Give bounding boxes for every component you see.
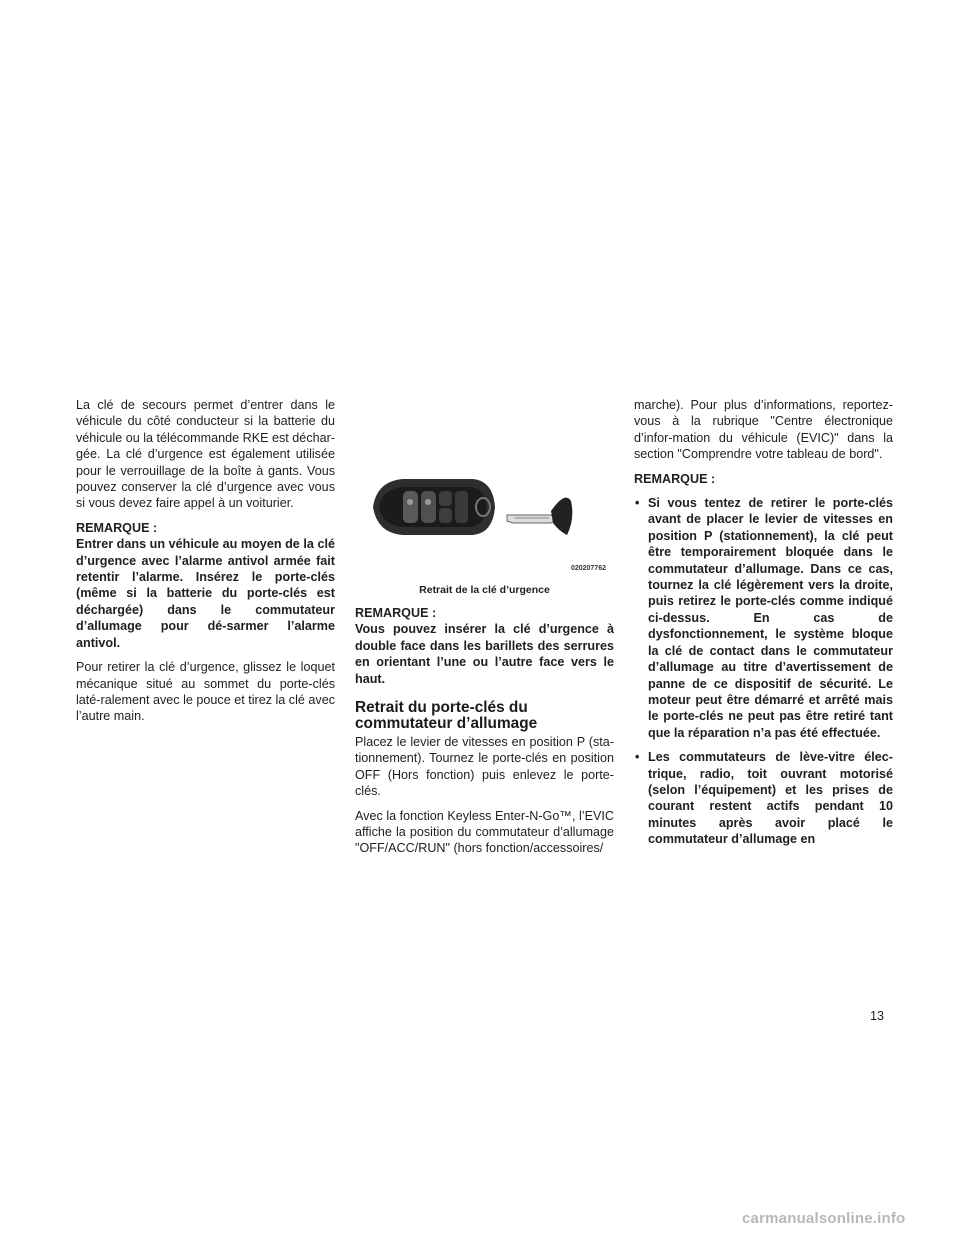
note-text: Entrer dans un véhicule au moyen de la clé d’urgence avec l’alarme antivol armée fait retentir l’alarme. Insérez le porte-clés (même si la batterie du porte-clés est déchargée) dans le commutateur d’allumage pour dé-sarmer l’alarme antivol.	[76, 537, 335, 650]
emergency-key-head	[551, 498, 572, 535]
note-bullet-list	[634, 495, 893, 848]
note-text: Vous pouvez insérer la clé d’urgence à double face dans les barillets des serrures en orientant l’une ou l’autre face vers le haut.	[355, 622, 614, 686]
emergency-key-blade	[507, 515, 557, 523]
bullet-icon: •	[635, 750, 640, 765]
figure-caption: Retrait de la clé d’urgence	[419, 584, 550, 596]
note-label: REMARQUE :	[634, 471, 716, 486]
list-item-text: Si vous tentez de retirer le porte-clés avant de placer le levier de vitesses en position P (stationnement), la clé peut être temporairement bloquée dans le commutateur d’allumage. Dans ce cas, tournez la clé légèrement vers la droite, puis retirez le porte-clés comme indiqué ci-dessus. En cas de dysfonctionnement, le système bloque la clé de contact dans le commutateur d’allumage au titre d’avertissement de panne de ce dispositif de sécurité. Le moteur peut être démarré et arrêté mais le porte-clés ne peut pas être retiré tant que la réparation n’a pas été effectuée.	[648, 496, 893, 740]
removal-paragraph: Pour retirer la clé d’urgence, glissez le loquet mécanique situé au sommet du porte-clés laté-ralement avec le pouce et tirez la clé avec l’autre main.	[76, 660, 336, 724]
fob-button-4	[439, 508, 452, 523]
intro-paragraph: La clé de secours permet d’entrer dans le véhicule du côté conducteur si la batterie du véhicule ou la télécommande RKE est déchar-gée. La clé d’urgence est également utilisée pour le verrouillage de la boîte à gants. Vous pouvez conserver la clé d’urgence avec vous si vous devez faire appel à un voiturier.	[76, 398, 336, 511]
column-right	[634, 397, 893, 856]
page-number: 13	[870, 1009, 885, 1023]
column-middle	[355, 397, 614, 857]
figure-code: 020207762	[570, 565, 606, 572]
fob-unlock-glyph	[425, 499, 431, 505]
fob-lock-glyph	[407, 499, 413, 505]
section-paragraph-2: Avec la fonction Keyless Enter-N-Go™, l’EVIC affiche la position du commutateur d’allumage "OFF/ACC/RUN" (hors fonction/accessoires/	[355, 808, 614, 856]
watermark-text: carmanualsonline.info	[742, 1210, 906, 1227]
column-left	[76, 397, 335, 725]
continuation-paragraph: marche). Pour plus d’informations, reportez-vous à la rubrique "Centre électronique d’infor-mation du véhicule (EVIC)" dans la section "Comprendre votre tableau de bord".	[634, 398, 893, 462]
section-heading: Retrait du porte-clés du commutateur d’allumage	[355, 699, 538, 733]
fob-button-3	[439, 491, 452, 506]
list-item-text: Les commutateurs de lève-vitre élec-trique, radio, toit ouvrant motorisé (selon l’équipement) et les prises de courant restent actifs pendant 10 minutes après avoir placé le commutateur d’allumage en	[648, 750, 893, 847]
note-label: REMARQUE :	[355, 606, 437, 620]
fob-button-1	[403, 491, 418, 523]
fob-button-5	[455, 491, 468, 523]
note-label: REMARQUE :	[76, 520, 158, 535]
list-item	[634, 749, 893, 847]
bullet-icon: •	[635, 496, 640, 511]
key-fob-figure	[355, 409, 614, 583]
list-item	[634, 495, 893, 741]
section-paragraph-1: Placez le levier de vitesses en position P (sta-tionnement). Tournez le porte-clés en position OFF (Hors fonction) puis enlevez le porte-clés.	[355, 735, 614, 799]
fob-button-2	[421, 491, 436, 523]
key-fob-illustration	[355, 409, 614, 583]
